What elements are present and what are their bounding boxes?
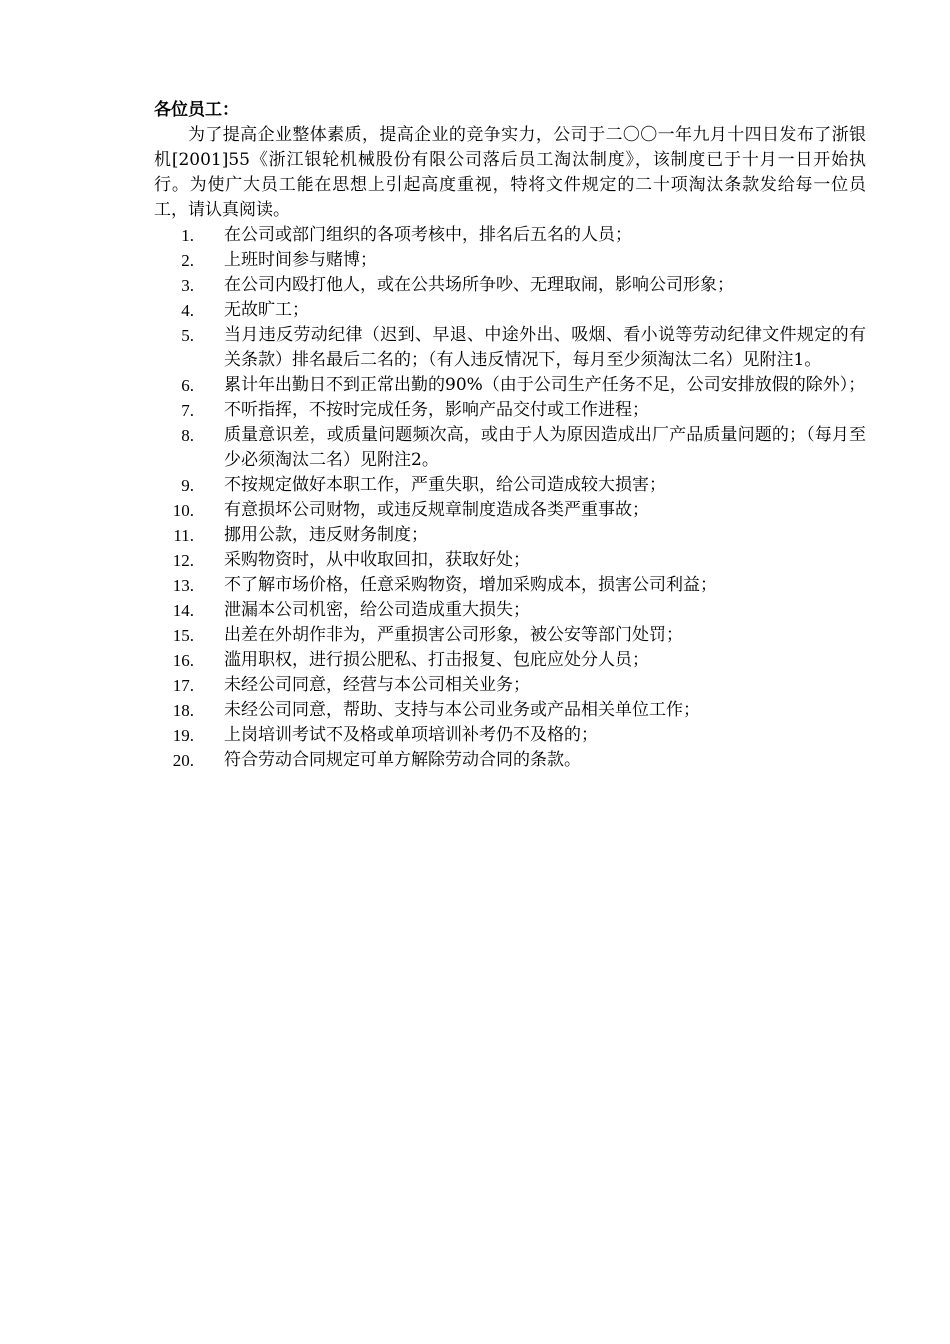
item-text: 出差在外胡作非为，严重损害公司形象，被公安等部门处罚； [224, 625, 683, 645]
list-item [154, 523, 866, 548]
item-text: 未经公司同意，经营与本公司相关业务； [224, 675, 530, 695]
list-item [154, 698, 866, 723]
list-item [154, 548, 866, 573]
item-text: 在公司或部门组织的各项考核中，排名后五名的人员； [224, 225, 632, 245]
list-item [154, 498, 866, 523]
item-text: 采购物资时，从中收取回扣，获取好处； [224, 550, 530, 570]
list-item [154, 623, 866, 648]
item-text: 符合劳动合同规定可单方解除劳动合同的条款。 [224, 750, 581, 770]
item-text: 有意损坏公司财物，或违反规章制度造成各类严重事故； [224, 500, 649, 520]
list-item [154, 248, 866, 273]
item-number: 5. [181, 326, 194, 345]
list-item [154, 298, 866, 323]
item-text: 不听指挥，不按时完成任务，影响产品交付或工作进程； [224, 400, 649, 420]
item-text: 无故旷工； [224, 300, 309, 320]
item-text: 上岗培训考试不及格或单项培训补考仍不及格的； [224, 725, 598, 745]
item-number: 8. [181, 426, 194, 445]
list-item [154, 398, 866, 423]
item-number: 3. [181, 276, 194, 295]
item-text: 挪用公款，违反财务制度； [224, 525, 428, 545]
item-text: 质量意识差，或质量问题频次高，或由于人为原因造成出厂产品质量问题的；（每月至少必须淘汰二名）见附注2。 [224, 425, 866, 470]
item-number: 13. [172, 576, 194, 595]
item-number: 1. [181, 226, 194, 245]
document-page [154, 98, 866, 773]
list-item [154, 473, 866, 498]
item-number: 11. [173, 526, 194, 545]
item-text: 滥用职权，进行损公肥私、打击报复、包庇应处分人员； [224, 650, 649, 670]
list-item [154, 598, 866, 623]
item-text: 不了解市场价格，任意采购物资，增加采购成本，损害公司利益； [224, 575, 717, 595]
item-number: 7. [181, 401, 194, 420]
item-number: 15. [172, 626, 194, 645]
item-number: 4. [181, 301, 194, 320]
item-number: 10. [172, 501, 194, 520]
item-number: 16. [172, 651, 194, 670]
item-number: 6. [181, 376, 194, 395]
item-text: 在公司内殴打他人，或在公共场所争吵、无理取闹，影响公司形象； [224, 275, 734, 295]
item-number: 17. [172, 676, 194, 695]
item-number: 9. [181, 476, 194, 495]
item-number: 14. [172, 601, 194, 620]
item-number: 2. [181, 251, 194, 270]
list-item [154, 673, 866, 698]
list-item [154, 273, 866, 298]
item-text: 泄漏本公司机密，给公司造成重大损失； [224, 600, 530, 620]
elimination-clause-list [154, 223, 866, 773]
list-item [154, 223, 866, 248]
item-text: 上班时间参与赌博； [224, 250, 377, 270]
list-item [154, 573, 866, 598]
list-item [154, 323, 866, 373]
salutation: 各位员工： [154, 100, 239, 120]
item-text: 当月违反劳动纪律（迟到、早退、中途外出、吸烟、看小说等劳动纪律文件规定的有关条款）排名最后二名的；（有人违反情况下，每月至少须淘汰二名）见附注1。 [224, 325, 866, 370]
item-text: 不按规定做好本职工作，严重失职，给公司造成较大损害； [224, 475, 666, 495]
list-item [154, 748, 866, 773]
list-item [154, 648, 866, 673]
list-item [154, 423, 866, 473]
item-text: 累计年出勤日不到正常出勤的90%（由于公司生产任务不足，公司安排放假的除外）； [224, 375, 866, 395]
intro-paragraph: 为了提高企业整体素质，提高企业的竞争实力，公司于二〇〇一年九月十四日发布了浙银机[2001]55《浙江银轮机械股份有限公司落后员工淘汰制度》，该制度已于十月一日开始执行。为使广大员工能在思想上引起高度重视，特将文件规定的二十项淘汰条款发给每一位员工，请认真阅读。 [154, 125, 866, 220]
item-text: 未经公司同意，帮助、支持与本公司业务或产品相关单位工作； [224, 700, 700, 720]
list-item [154, 723, 866, 748]
item-number: 20. [172, 751, 194, 770]
item-number: 18. [172, 701, 194, 720]
item-number: 19. [172, 726, 194, 745]
list-item [154, 373, 866, 398]
item-number: 12. [172, 551, 194, 570]
